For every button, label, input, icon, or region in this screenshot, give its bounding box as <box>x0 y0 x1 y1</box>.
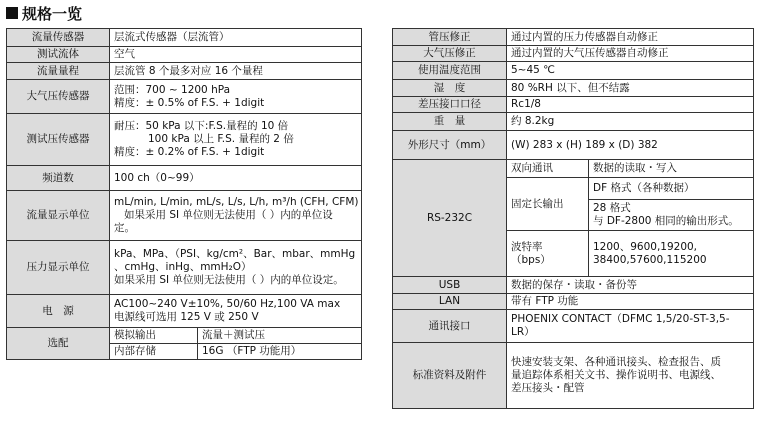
row-label: 流量传感器 <box>7 29 110 47</box>
table-row <box>7 47 362 63</box>
row-value: 层流式传感器（层流管） <box>110 29 362 47</box>
table-row <box>393 113 754 131</box>
table-row <box>393 29 754 46</box>
table-row <box>393 80 754 97</box>
sub-value: 数据的读取・写入 <box>589 160 754 178</box>
row-label: 测试压传感器 <box>7 114 110 166</box>
row-label: 电 源 <box>7 295 110 328</box>
table-row <box>7 241 362 295</box>
option-name: 模拟输出 <box>110 328 198 344</box>
value-line: 38400,57600,115200 <box>593 253 707 266</box>
table-row <box>7 29 362 47</box>
table-row <box>393 131 754 160</box>
sub-label: 固定长输出 <box>507 178 589 231</box>
row-value: 80 %RH 以下、但不结露 <box>507 80 754 97</box>
row-value: 通过内置的大气压传感器自动修正 <box>507 46 754 62</box>
sub-value: DF 格式（各种数据） <box>589 178 754 200</box>
value-line: 100 kPa 以上 F.S. 量程的 2 倍 <box>148 133 294 145</box>
value-line: 量追踪体系相关文书、操作说明书、电源线、 <box>511 369 721 381</box>
spec-title <box>6 2 82 24</box>
value-line: PHOENIX CONTACT（DFMC 1,5/20-ST-3,5- <box>511 313 730 325</box>
option-value: 16G （FTP 功能用） <box>198 344 362 360</box>
row-label: 通讯接口 <box>393 310 507 343</box>
row-label: 重 量 <box>393 113 507 131</box>
row-value: 空气 <box>110 47 362 63</box>
row-label: 测试流体 <box>7 47 110 63</box>
table-row <box>393 160 754 178</box>
value-line: 范围：700 ~ 1200 hPa <box>114 83 231 96</box>
value-line: 快速安装支架、各种通讯接头、检查报告、质 <box>511 356 721 368</box>
table-row <box>393 343 754 409</box>
row-value <box>110 241 362 295</box>
option-value: 流量＋测试压 <box>198 328 362 344</box>
square-bullet-icon <box>6 7 18 19</box>
value-line: 、cmHg、inHg、mmH₂O） <box>114 261 252 273</box>
value-line: 差压接头・配管 <box>511 382 585 394</box>
row-value <box>507 343 754 409</box>
row-label: 流量显示单位 <box>7 191 110 241</box>
row-label: 大气压修正 <box>393 46 507 62</box>
page-title: 规格一览 <box>22 4 83 23</box>
row-label: 管压修正 <box>393 29 507 46</box>
value-line: 波特率 <box>511 240 543 253</box>
row-value: 通过内置的压力传感器自动修正 <box>507 29 754 46</box>
value-line: kPa、MPa、（PSI、kg/cm²、Bar、mbar、mmHg <box>114 248 356 260</box>
value-line: 与 DF-2800 相同的输出形式。 <box>593 215 739 227</box>
value-line: AC100~240 V±10%, 50/60 Hz,100 VA max <box>114 298 341 310</box>
sub-value <box>589 231 754 277</box>
row-value: 带有 FTP 功能 <box>507 294 754 310</box>
row-value: (W) 283 x (H) 189 x (D) 382 <box>507 131 754 160</box>
table-row <box>7 328 362 344</box>
row-label: 标准资料及附件 <box>393 343 507 409</box>
sub-label <box>507 231 589 277</box>
spec-table-right <box>392 28 754 409</box>
table-row <box>393 97 754 113</box>
value-line: 精度：± 0.2% of F.S. + 1digit <box>114 146 265 158</box>
row-label: USB <box>393 277 507 294</box>
row-value: 约 8.2kg <box>507 113 754 131</box>
row-label: 压力显示单位 <box>7 241 110 295</box>
spec-table-left <box>6 28 362 360</box>
table-row <box>393 277 754 294</box>
table-row <box>7 295 362 328</box>
row-label: 流量量程 <box>7 63 110 80</box>
value-line: 耐压：50 kPa 以下:F.S.量程的 10 倍 <box>114 120 289 132</box>
sub-value <box>589 200 754 231</box>
value-line: 精度：± 0.5% of F.S. + 1digit <box>114 96 265 109</box>
table-row <box>7 63 362 80</box>
row-label: 外形尺寸（mm） <box>393 131 507 160</box>
sub-label: 双向通讯 <box>507 160 589 178</box>
row-value: 层流管 8 个最多对应 16 个量程 <box>110 63 362 80</box>
row-value <box>507 310 754 343</box>
value-line: mL/min, L/min, mL/s, L/s, L/h, m³/h (CFH, CFM) <box>114 196 359 208</box>
row-label: 湿 度 <box>393 80 507 97</box>
row-label: 频道数 <box>7 166 110 191</box>
table-row <box>393 62 754 80</box>
row-label: 大气压传感器 <box>7 80 110 114</box>
row-value <box>110 295 362 328</box>
row-value <box>110 80 362 114</box>
table-row <box>7 191 362 241</box>
table-row <box>7 166 362 191</box>
row-value <box>110 191 362 241</box>
value-line: 1200、9600,19200, <box>593 240 698 253</box>
row-value <box>110 114 362 166</box>
row-label: LAN <box>393 294 507 310</box>
value-line: 定。 <box>114 222 135 234</box>
table-row <box>393 46 754 62</box>
option-name: 内部存储 <box>110 344 198 360</box>
value-line: （bps） <box>511 253 551 266</box>
table-row <box>393 310 754 343</box>
table-row <box>7 114 362 166</box>
row-value: 100 ch（0~99） <box>110 166 362 191</box>
value-line: 如果采用 SI 单位则无法使用（ ）内的单位设 <box>124 209 333 221</box>
row-value: 5~45 ℃ <box>507 62 754 80</box>
table-row <box>7 80 362 114</box>
row-value: Rc1/8 <box>507 97 754 113</box>
row-value: 数据的保存・读取・备份等 <box>507 277 754 294</box>
row-label: 使用温度范围 <box>393 62 507 80</box>
value-line: 电源线可选用 125 V 或 250 V <box>114 311 259 323</box>
value-line: LR） <box>511 326 535 338</box>
row-label: 差压接口口径 <box>393 97 507 113</box>
table-row <box>393 294 754 310</box>
row-label: 选配 <box>7 328 110 360</box>
row-label: RS-232C <box>393 160 507 277</box>
value-line: 28 格式 <box>593 202 631 214</box>
value-line: 如果采用 SI 单位则无法使用（ ）内的单位设定。 <box>114 274 344 286</box>
